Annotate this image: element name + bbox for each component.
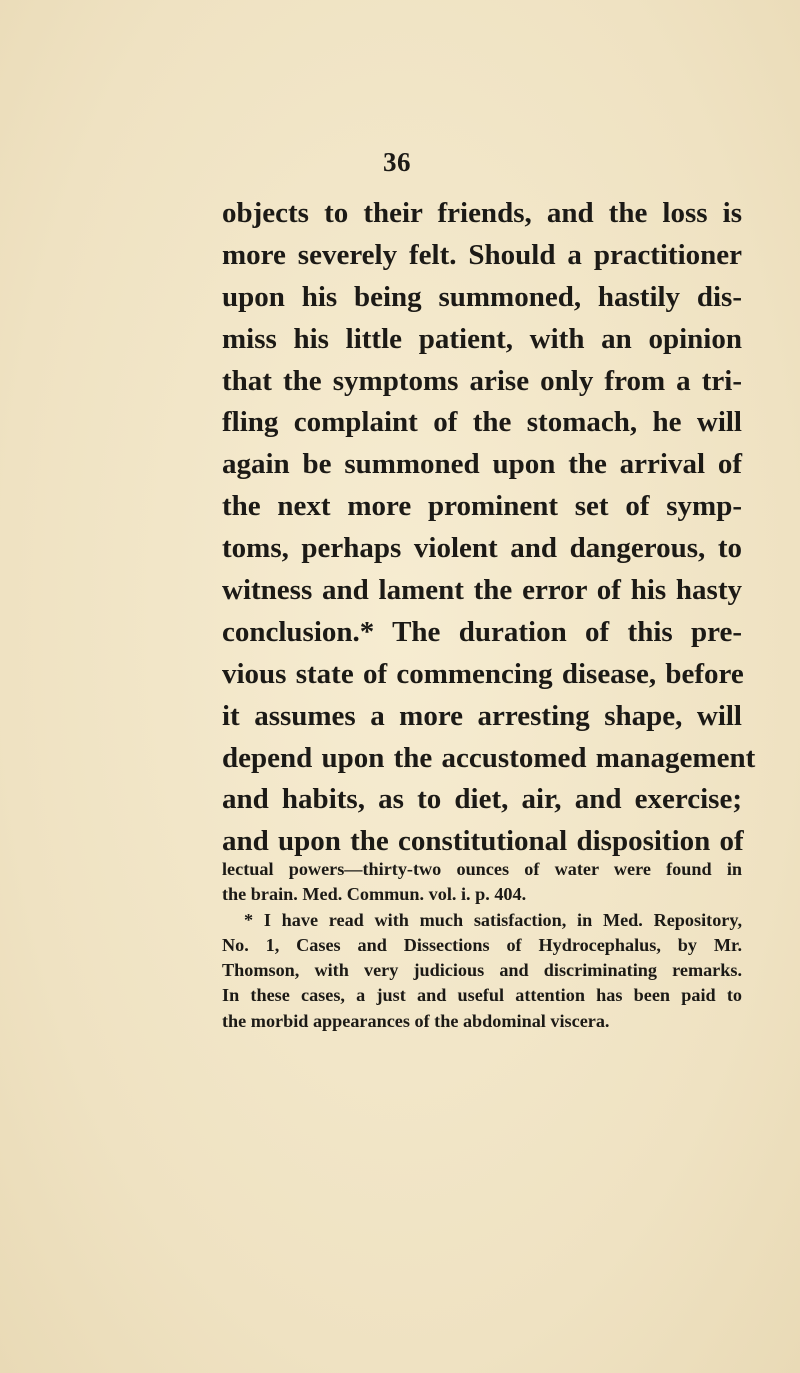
footnote-line: No. 1, Cases and Dissections of Hydrocephalus, by Mr. — [222, 934, 742, 955]
body-line: upon his being summoned, hastily dis- — [222, 280, 742, 313]
footnote-line: the morbid appearances of the abdominal viscera. — [222, 1010, 610, 1031]
body-line: toms, perhaps violent and dangerous, to — [222, 532, 742, 565]
body-text — [222, 193, 756, 863]
body-line: depend upon the accustomed management — [222, 741, 756, 774]
body-line: conclusion.* The duration of this pre- — [222, 615, 742, 648]
footnote-line: In these cases, a just and useful attention has been paid to — [222, 985, 742, 1006]
body-line: it assumes a more arresting shape, will — [222, 699, 742, 732]
body-line: objects to their friends, and the loss is — [222, 197, 742, 229]
body-line: vious state of commencing disease, before — [222, 657, 744, 690]
footnote-line: the brain. Med. Commun. vol. i. p. 404. — [222, 884, 527, 905]
body-line: more severely felt. Should a practitioner — [222, 238, 742, 271]
footnote-line: lectual powers—thirty-two ounces of water were found in — [222, 859, 742, 879]
page-number: 36 — [383, 147, 411, 177]
footnote-line: Thomson, with very judicious and discriminating remarks. — [222, 960, 742, 981]
body-line: and upon the constitutional disposition of — [222, 825, 744, 858]
footnote-line: * I have read with much satisfaction, in Med. Repository, — [244, 909, 742, 930]
body-line: fling complaint of the stomach, he will — [222, 406, 742, 439]
body-line: miss his little patient, with an opinion — [222, 322, 742, 355]
body-line: and habits, as to diet, air, and exercise; — [222, 783, 742, 816]
footnotes — [222, 857, 742, 1034]
body-line: witness and lament the error of his hasty — [222, 574, 742, 607]
body-line: that the symptoms arise only from a tri- — [222, 364, 742, 397]
body-line: again be summoned upon the arrival of — [222, 448, 742, 481]
body-line: the next more prominent set of symp- — [222, 490, 742, 523]
